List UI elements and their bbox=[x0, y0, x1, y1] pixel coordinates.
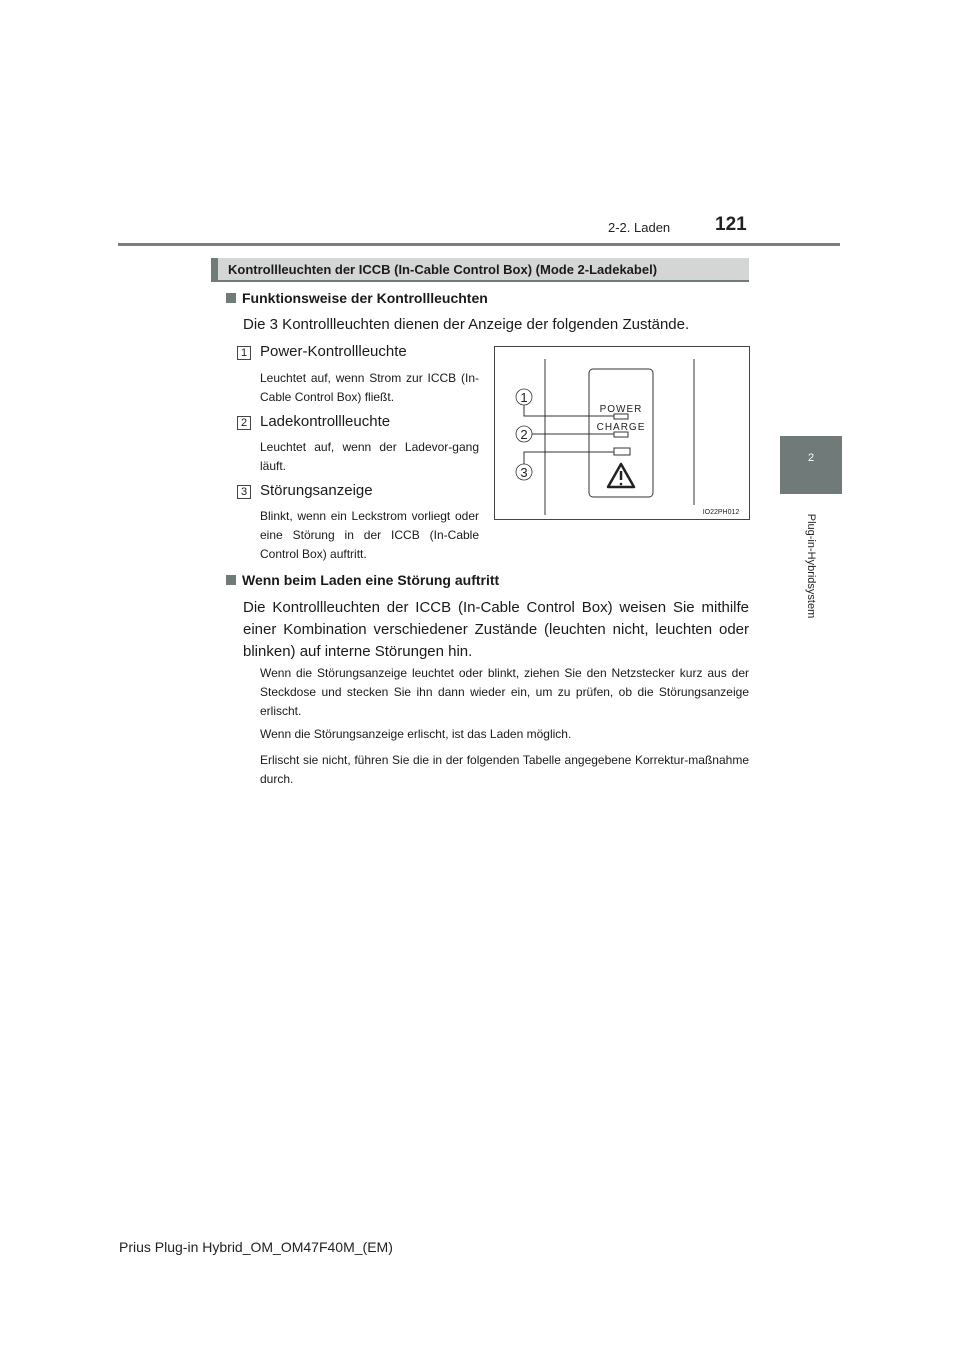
list-item bbox=[237, 343, 251, 361]
item-title: Ladekontrollleuchte bbox=[260, 413, 391, 430]
svg-text:3: 3 bbox=[520, 465, 528, 480]
power-label: POWER bbox=[599, 404, 643, 415]
header-rule bbox=[118, 243, 840, 246]
svg-text:1: 1 bbox=[520, 390, 528, 405]
item-desc: Leuchtet auf, wenn der Ladevor-gang läuft. bbox=[260, 440, 479, 473]
svg-text:2: 2 bbox=[520, 427, 528, 442]
charge-label: CHARGE bbox=[596, 422, 646, 433]
note-3: Erlischt sie nicht, führen Sie die in der folgenden Tabelle angegebene Korrektur-maßnahme durch. bbox=[260, 753, 749, 786]
item-desc: Leuchtet auf, wenn Strom zur ICCB (In-Cable Control Box) fließt. bbox=[260, 371, 479, 404]
page-number: 121 bbox=[715, 214, 747, 235]
section-banner bbox=[211, 258, 749, 282]
iccb-illustration bbox=[495, 347, 749, 519]
iccb-figure bbox=[494, 346, 750, 520]
fault-body: Die Kontrollleuchten der ICCB (In-Cable Control Box) weisen Sie mithilfe einer Kombination verschiedener Zustände (leuchten nicht, leuchten oder blinken) auf interne Störungen hin. bbox=[243, 599, 749, 660]
item-title: Power-Kontrollleuchte bbox=[260, 343, 407, 360]
subheading-fault bbox=[226, 572, 499, 588]
figure-id: IO22PH012 bbox=[702, 509, 740, 516]
number-badge: 3 bbox=[237, 485, 251, 499]
number-badge: 2 bbox=[237, 416, 251, 430]
item-desc: Blinkt, wenn ein Leckstrom vorliegt oder eine Störung in der ICCB (In-Cable Control Box) auftritt. bbox=[260, 509, 479, 561]
banner-title: Kontrollleuchten der ICCB (In-Cable Control Box) (Mode 2-Ladekabel) bbox=[228, 262, 658, 277]
list-item bbox=[237, 482, 251, 500]
square-bullet-icon bbox=[226, 293, 236, 303]
chapter-tab bbox=[780, 436, 842, 494]
note-2: Wenn die Störungsanzeige erlischt, ist das Laden möglich. bbox=[260, 727, 572, 741]
subheading-text: Wenn beim Laden eine Störung auftritt bbox=[242, 572, 500, 588]
number-badge: 1 bbox=[237, 346, 251, 360]
subheading-function bbox=[226, 290, 488, 306]
subheading-text: Funktionsweise der Kontrollleuchten bbox=[242, 290, 488, 306]
list-item bbox=[237, 413, 251, 431]
footer-text: Prius Plug-in Hybrid_OM_OM47F40M_(EM) bbox=[119, 1239, 393, 1255]
square-bullet-icon bbox=[226, 575, 236, 585]
chapter-number: 2 bbox=[807, 452, 815, 464]
chapter-label: Plug-in-Hybridsystem bbox=[805, 513, 817, 619]
note-1: Wenn die Störungsanzeige leuchtet oder blinkt, ziehen Sie den Netzstecker kurz aus der Steckdose und stecken Sie ihn dann wieder ein, um zu prüfen, ob die Störungsanzeige erlischt. bbox=[260, 666, 749, 718]
section-title: 2-2. Laden bbox=[608, 220, 671, 235]
item-title: Störungsanzeige bbox=[260, 482, 373, 499]
intro-text: Die 3 Kontrollleuchten dienen der Anzeige der folgenden Zustände. bbox=[243, 316, 690, 333]
